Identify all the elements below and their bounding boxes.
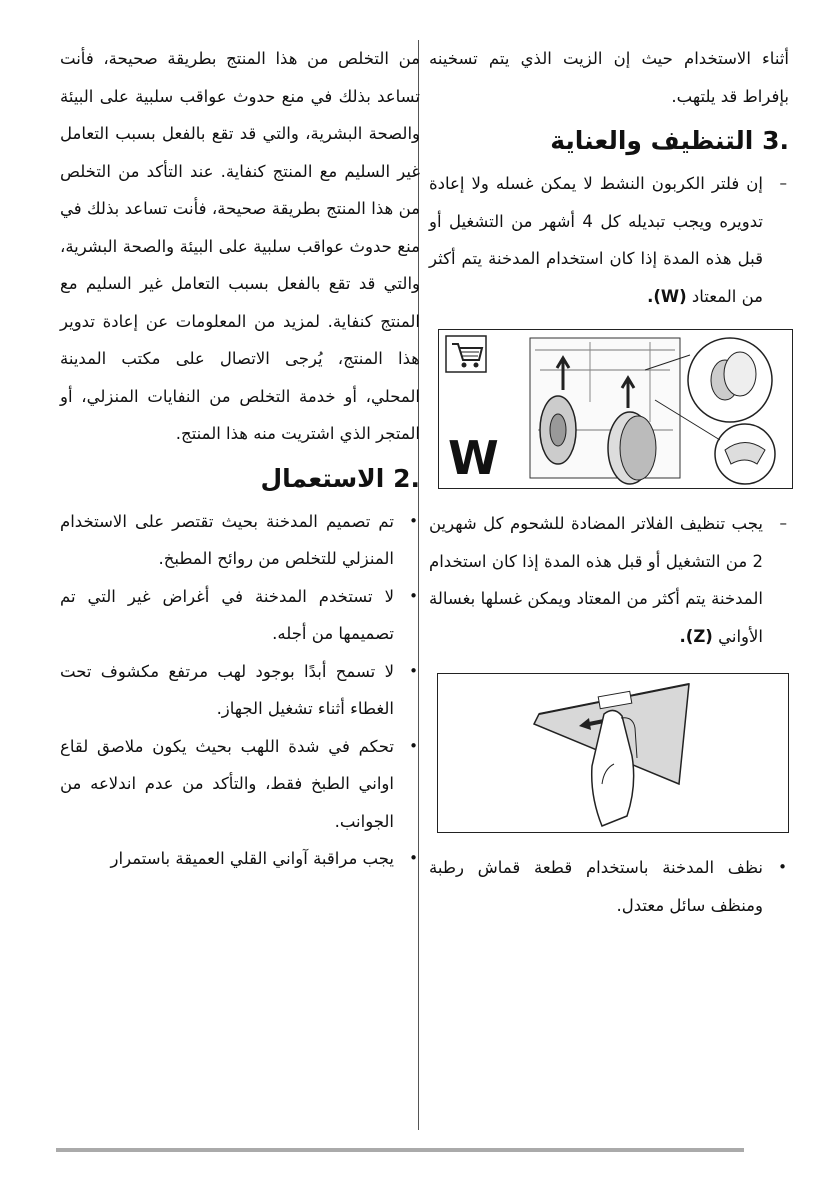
usage-list: [60, 503, 420, 878]
section-3-number: 3.: [762, 126, 789, 155]
section-3-heading: [429, 123, 789, 159]
bullet-marker: •: [409, 849, 418, 867]
bullet-marker: •: [409, 586, 418, 605]
usage-item-text: تم تصميم المدخنة بحيث تقتصر على الاستخدام المنزلي للتخلص من روائح المطبخ.: [60, 511, 394, 568]
grease-filter-ref: (Z).: [679, 626, 713, 646]
usage-item-text: يجب مراقبة آواني القلي العميقة باستمرار: [110, 849, 394, 868]
right-column: [429, 40, 789, 924]
list-item: [60, 653, 420, 728]
list-item: [60, 503, 420, 578]
shopping-cart-icon: [446, 336, 486, 372]
figure-w: [438, 329, 793, 489]
dash-marker: –: [779, 514, 787, 532]
intro-paragraph: أثناء الاستخدام حيث إن الزيت الذي يتم تسخينه بإفراط قد يلتهب.: [429, 49, 789, 106]
dash-marker: –: [779, 174, 787, 192]
clean-tip-text: نظف المدخنة باستخدام قطعة قماش رطبة ومنظف سائل معتدل.: [429, 858, 763, 915]
cleaning-list: [429, 165, 789, 315]
list-item-grease-filter: [429, 505, 789, 655]
usage-item-text: لا تستخدم المدخنة في أغراض غير التي تم تصميمها من أجله.: [60, 586, 394, 643]
figure-w-letter: W: [448, 431, 499, 485]
left-column: [60, 40, 420, 878]
figure-z-illustration: [439, 674, 788, 831]
list-item-clean-tip: [429, 849, 789, 924]
bullet-marker: •: [409, 661, 418, 680]
carbon-filter-text: إن فلتر الكربون النشط لا يمكن غسله ولا إعادة تدويره ويجب تبديله كل 4 أشهر من التشغيل أو قبل هذه المدة إذا كان استخدام المدخنة يتم أكثر من المعتاد: [429, 174, 763, 306]
disposal-paragraph: من التخلص من هذا المنتج بطريقة صحيحة، فأنت تساعد بذلك في منع حدوث عواقب سلبية على البيئة والصحة البشرية، والتي قد تقع بالفعل بسبب التعامل غير السليم مع المنتج كنفاية. عند التأكد من التخلص من هذا المنتج بطريقة صحيحة، فأنت تساعد بذلك في منع حدوث عواقب سلبية على البيئة والصحة البشرية، والتي قد تقع بالفعل بسبب التعامل غير السليم مع المنتج كنفاية. لمزيد من المعلومات عن إعادة تدوير هذا المنتج، يُرجى الاتصال على مكتب المدينة المحلي، أو خدمة التخلص من النفايات المنزلي، أو المتجر الذي اشتريت منه هذا المنتج.: [60, 49, 420, 443]
grease-list: [429, 505, 789, 655]
tip-list: [429, 849, 789, 924]
section-2-number: 2.: [393, 463, 420, 493]
footer-rule: [56, 1148, 744, 1152]
list-item: [60, 840, 420, 878]
usage-item-text: تحكم في شدة اللهب بحيث يكون ملاصق لقاع اواني الطبخ فقط، والتأكد من عدم اندلاعه من الجوانب.: [60, 736, 394, 831]
figure-z: [437, 673, 789, 833]
bullet-marker: •: [409, 736, 418, 755]
usage-item-text: لا تسمح أبدًا بوجود لهب مرتفع مكشوف تحت الغطاء أثناء تشغيل الجهاز.: [60, 661, 394, 718]
bullet-marker: •: [409, 511, 418, 530]
section-2-title: الاستعمال: [260, 463, 385, 493]
carbon-filter-ref: (W).: [647, 286, 687, 306]
grease-filter-text: يجب تنظيف الفلاتر المضادة للشحوم كل شهرين 2 من التشغيل أو قبل هذه المدة إذا كان استخدام المدخنة يتم أكثر من المعتاد ويمكن غسلها بغسالة الأواني: [429, 514, 763, 646]
section-3-title: التنظيف والعناية: [550, 126, 754, 155]
bullet-marker: •: [778, 858, 787, 876]
list-item: [60, 728, 420, 841]
figure-w-illustration: [440, 330, 792, 487]
section-2-heading: [60, 461, 420, 497]
list-item: [60, 578, 420, 653]
list-item-carbon-filter: [429, 165, 789, 315]
